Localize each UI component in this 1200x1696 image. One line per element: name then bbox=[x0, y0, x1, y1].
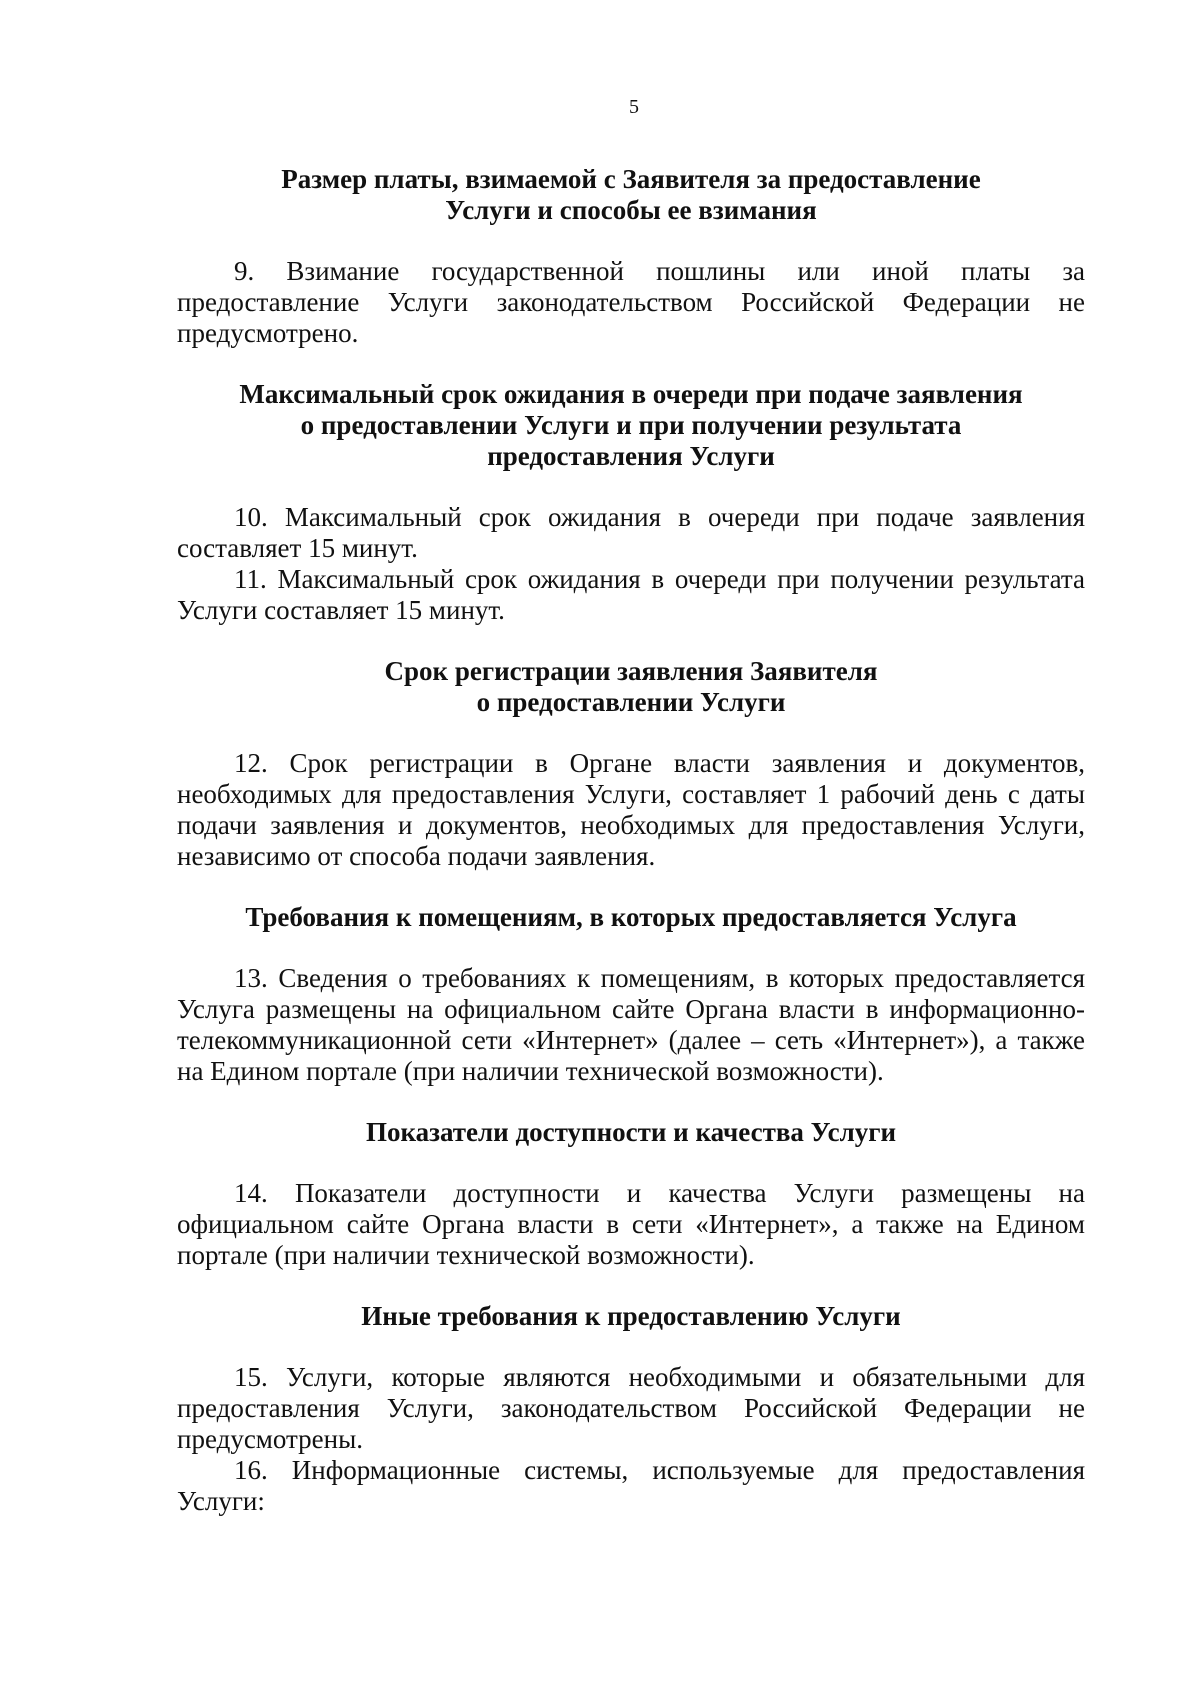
heading-line: Срок регистрации заявления Заявителя bbox=[384, 656, 878, 686]
paragraph-11: 11. Максимальный срок ожидания в очереди при получении результата Услуги составляет 15 минут. bbox=[177, 564, 1085, 625]
heading-line: о предоставлении Услуги bbox=[476, 687, 786, 717]
heading-line: Размер платы, взимаемой с Заявителя за предоставление bbox=[281, 164, 981, 194]
heading-line: о предоставлении Услуги и при получении результата bbox=[300, 410, 962, 440]
page-number: 5 bbox=[629, 96, 639, 118]
paragraph-13: 13. Сведения о требованиях к помещениям, в которых предоставляется Услуга размещены на официальном сайте Органа власти в информационно-телекоммуникационной сети «Интернет» (далее – сеть «Интернет»), а также на Едином портале (при наличии технической возможности). bbox=[177, 963, 1085, 1086]
paragraph-9: 9. Взимание государственной пошлины или иной платы за предоставление Услуги законодательством Российской Федерации не предусмотрено. bbox=[177, 256, 1085, 348]
heading-line: Услуги и способы ее взимания bbox=[445, 195, 817, 225]
paragraph-12: 12. Срок регистрации в Органе власти заявления и документов, необходимых для предоставления Услуги, составляет 1 рабочий день с даты подачи заявления и документов, необходимых для предоставления Услуги, независимо от способа подачи заявления. bbox=[177, 748, 1085, 871]
heading-line: Показатели доступности и качества Услуги bbox=[365, 1117, 897, 1147]
paragraph-14: 14. Показатели доступности и качества Услуги размещены на официальном сайте Органа власти в сети «Интернет», а также на Едином портале (при наличии технической возможности). bbox=[177, 1178, 1085, 1270]
section-heading-registration bbox=[177, 656, 1085, 718]
section-heading-fee bbox=[177, 164, 1085, 226]
heading-line: предоставления Услуги bbox=[487, 441, 775, 471]
paragraph-10: 10. Максимальный срок ожидания в очереди при подаче заявления составляет 15 минут. bbox=[177, 502, 1085, 563]
heading-line: Иные требования к предоставлению Услуги bbox=[361, 1301, 901, 1331]
section-heading-quality bbox=[177, 1117, 1085, 1148]
heading-line: Требования к помещениям, в которых предоставляется Услуга bbox=[245, 902, 1017, 932]
paragraph-16: 16. Информационные системы, используемые для предоставления Услуги: bbox=[177, 1455, 1085, 1516]
paragraph-15: 15. Услуги, которые являются необходимыми и обязательными для предоставления Услуги, законодательством Российской Федерации не предусмотрены. bbox=[177, 1362, 1085, 1454]
section-heading-other-requirements bbox=[177, 1301, 1085, 1332]
section-heading-premises bbox=[177, 902, 1085, 933]
section-heading-queue-time bbox=[177, 379, 1085, 472]
heading-line: Максимальный срок ожидания в очереди при подаче заявления bbox=[239, 379, 1023, 409]
